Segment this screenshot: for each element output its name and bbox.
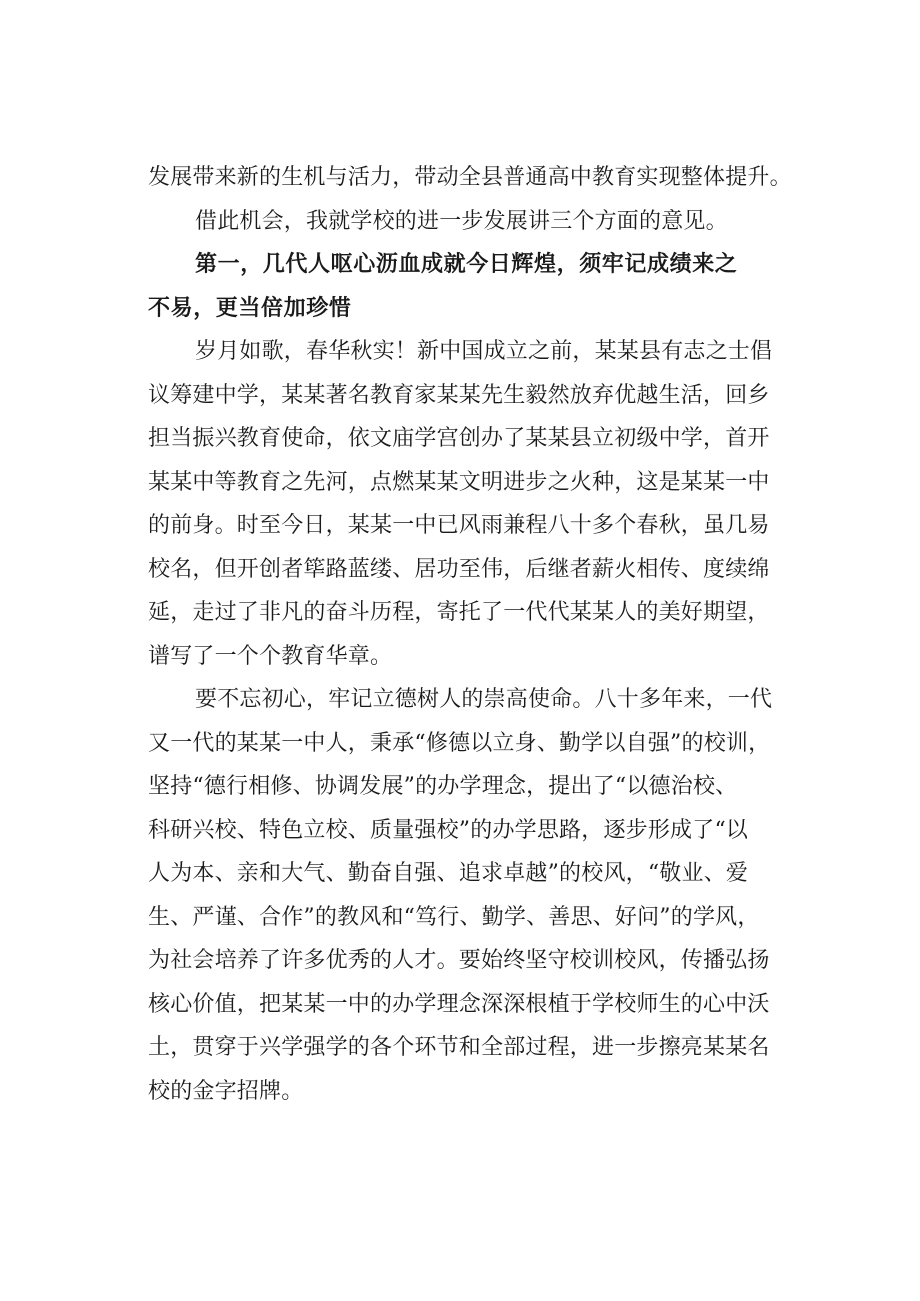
text-line: 为社会培养了许多优秀的人才。要始终坚守校训校风，传播弘扬 <box>148 948 770 973</box>
text-line: 科研兴校、特色立校、质量强校”的办学思路，逐步形成了“以 <box>148 817 749 843</box>
text-line: 延，走过了非凡的奋斗历程，寄托了一代代某某人的美好期望， <box>148 600 770 625</box>
paragraph-history <box>148 330 808 678</box>
text-line: 岁月如歌，春华秋实！新中国成立之前，某某县有志之士倡 <box>195 339 773 364</box>
text-line: 议筹建中学，某某著名教育家某某先生毅然放弃优越生活，回乡 <box>148 382 770 408</box>
text-line: 校的金字招牌。 <box>148 1078 304 1104</box>
paragraph-intro <box>148 200 808 244</box>
text-line: 的前身。时至今日，某某一中已风雨兼程八十多个春秋，虽几易 <box>148 513 770 538</box>
text-line: 核心价值，把某某一中的办学理念深深根植于学校师生的心中沃 <box>148 991 770 1017</box>
text-line: 校名，但开创者筚路蓝缕、居功至伟，后继者薪火相传、度续绵 <box>148 556 770 582</box>
section-heading <box>148 243 808 330</box>
document-page <box>148 156 808 1113</box>
text-line: 坚持“德行相修、协调发展”的办学理念，提出了“以德治校、 <box>148 774 738 799</box>
heading-line: 不易，更当倍加珍惜 <box>148 295 352 321</box>
text-line: 某某中等教育之先河，点燃某某文明进步之火种，这是某某一中 <box>148 469 770 495</box>
text-line: 生、严谨、合作”的教风和“笃行、勤学、善思、好问”的学风， <box>148 904 760 930</box>
text-line: 又一代的某某一中人，秉承“修德以立身、勤学以自强”的校训， <box>148 730 771 756</box>
text-line: 借此机会，我就学校的进一步发展讲三个方面的意见。 <box>195 208 728 234</box>
paragraph-continued <box>148 156 808 200</box>
text-line: 谱写了一个个教育华章。 <box>148 643 393 669</box>
text-line: 担当振兴教育使命，依文庙学宫创办了某某县立初级中学，首开 <box>148 426 770 451</box>
paragraph-mission <box>148 678 808 1113</box>
text-line: 要不忘初心，牢记立德树人的崇高使命。八十多年来，一代 <box>195 687 773 712</box>
text-line: 土，贯穿于兴学强学的各个环节和全部过程，进一步擦亮某某名 <box>148 1035 770 1060</box>
text-line: 人为本、亲和大气、勤奋自强、追求卓越”的校风，“敬业、爱 <box>148 861 749 886</box>
text-line: 发展带来新的生机与活力，带动全县普通高中教育实现整体提升。 <box>148 165 792 190</box>
heading-line: 第一，几代人呕心沥血成就今日辉煌，须牢记成绩来之 <box>195 252 738 277</box>
